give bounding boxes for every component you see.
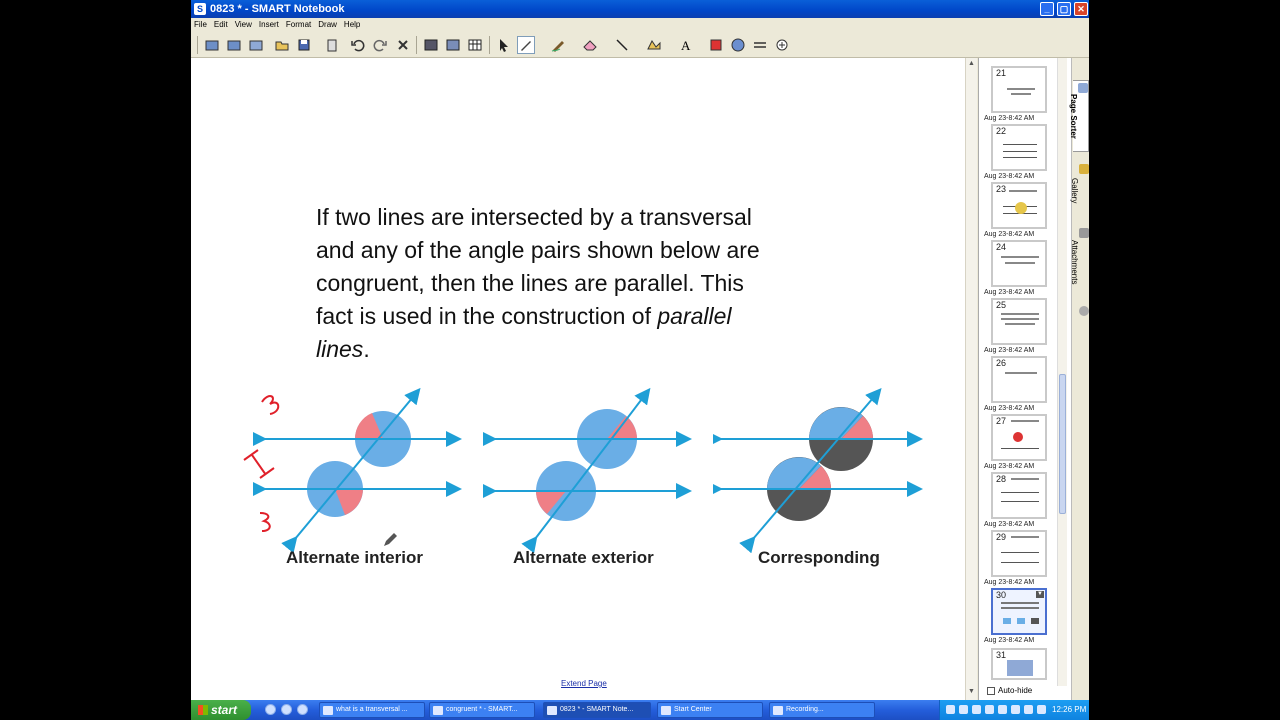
taskbar-item[interactable] <box>429 702 535 718</box>
page-thumbnail[interactable] <box>991 648 1047 680</box>
shape-icon[interactable] <box>645 36 663 54</box>
taskbar-item-active[interactable] <box>543 702 651 718</box>
toolbar-separator <box>416 36 417 54</box>
statement-emphasis: parallel <box>657 303 732 329</box>
tab-page-sorter[interactable] <box>1069 80 1089 152</box>
corresponding-diagram[interactable] <box>713 383 963 553</box>
line-icon[interactable] <box>613 36 631 54</box>
statement-line: and any of the angle pairs shown below are <box>316 237 760 263</box>
taskbar-item-label: what is a transversal ... <box>336 706 408 713</box>
thumbnail-shape-mark <box>1015 202 1027 214</box>
thumbnail-text-mark <box>1001 313 1039 315</box>
thumbnail-line-mark <box>1001 492 1039 493</box>
scroll-down-icon[interactable]: ▼ <box>968 688 975 695</box>
prev-page-icon[interactable] <box>203 36 221 54</box>
undo-icon[interactable] <box>349 36 367 54</box>
page-thumbnail[interactable] <box>991 298 1047 345</box>
thumbnail-line-mark <box>1001 448 1039 449</box>
page-thumbnail-caption: Aug 23-8:42 AM <box>984 115 1035 122</box>
diagram-label-alternate-interior: Alternate interior <box>286 548 423 567</box>
page-thumbnail-number: 21 <box>996 68 1007 78</box>
paste-icon[interactable] <box>323 36 341 54</box>
thumbnail-shape-mark <box>1007 660 1033 676</box>
page-workspace[interactable] <box>191 58 965 700</box>
page-thumbnail-caption: Aug 23-8:42 AM <box>984 289 1035 296</box>
save-icon[interactable] <box>295 36 313 54</box>
page-thumbnail-number: 27 <box>996 416 1007 426</box>
page-thumbnail-number: 28 <box>996 474 1007 484</box>
svg-text:A: A <box>681 38 691 53</box>
thumbnail-line-mark <box>1003 144 1037 145</box>
tray-icon[interactable] <box>959 705 968 714</box>
thumbnail-line-mark <box>1001 562 1039 563</box>
system-tray <box>939 700 1089 720</box>
page-thumbnail-active[interactable] <box>991 588 1047 635</box>
pen-cursor-icon <box>381 531 399 549</box>
creative-pen-icon[interactable] <box>549 36 567 54</box>
title-bar <box>191 0 1089 18</box>
full-screen-icon[interactable] <box>444 36 462 54</box>
properties-tab-icon <box>1079 306 1089 316</box>
page-thumbnail-caption: Aug 23-8:42 AM <box>984 463 1035 470</box>
thumbnail-text-mark <box>1001 602 1039 604</box>
gallery-icon <box>1079 164 1089 174</box>
menu-format[interactable]: Format <box>285 20 312 29</box>
screen-shade-icon[interactable] <box>422 36 440 54</box>
quicklaunch-browser-icon[interactable] <box>281 704 292 715</box>
page-thumbnail-number: 26 <box>996 358 1007 368</box>
taskbar <box>191 700 1089 720</box>
select-icon[interactable] <box>495 36 513 54</box>
menu-view[interactable]: View <box>234 20 252 29</box>
close-button[interactable]: ✕ <box>1074 2 1088 16</box>
page-thumbnail[interactable] <box>991 182 1047 229</box>
more-icon[interactable] <box>773 36 791 54</box>
thumbnail-text-mark <box>1011 93 1031 95</box>
side-tabs <box>1071 58 1089 700</box>
tray-icon[interactable] <box>946 705 955 714</box>
thumbnail-line-mark <box>1003 157 1037 158</box>
page-sorter-icon <box>1078 83 1088 93</box>
page-thumbnail-caption: Aug 23-8:42 AM <box>984 231 1035 238</box>
diagram-label-alternate-exterior: Alternate exterior <box>513 548 654 567</box>
page-thumbnail-number: 30 <box>996 590 1007 600</box>
smart-app-icon: S <box>194 3 206 15</box>
taskbar-item-label: Recording... <box>786 706 824 713</box>
toolbar <box>191 32 1089 58</box>
open-icon[interactable] <box>273 36 291 54</box>
thumbnail-text-mark <box>1001 256 1039 258</box>
page-thumbnail-caption: Aug 23-8:42 AM <box>984 405 1035 412</box>
page-thumbnail[interactable] <box>991 414 1047 461</box>
tray-icon[interactable] <box>985 705 994 714</box>
maximize-button[interactable]: ▢ <box>1057 2 1071 16</box>
table-icon[interactable] <box>466 36 484 54</box>
thumbnail-line-mark <box>1003 151 1037 152</box>
page-thumbnail-caption: Aug 23-8:42 AM <box>984 173 1035 180</box>
start-label: start <box>211 703 238 717</box>
paperclip-icon <box>1079 228 1089 238</box>
taskbar-item[interactable] <box>657 702 763 718</box>
pen-icon[interactable] <box>517 36 535 54</box>
window-title: 0823 * - SMART Notebook <box>210 3 345 15</box>
volume-icon[interactable] <box>1037 705 1046 714</box>
statement-emphasis: lines <box>316 336 364 362</box>
tray-icon[interactable] <box>972 705 981 714</box>
thumbnail-text-mark <box>1009 190 1037 192</box>
thumbnail-shape-mark <box>1017 618 1025 624</box>
fill-icon[interactable] <box>707 36 725 54</box>
quicklaunch-ie-icon[interactable] <box>265 704 276 715</box>
menu-draw[interactable]: Draw <box>318 20 337 29</box>
add-page-icon[interactable] <box>247 36 265 54</box>
taskbar-item-label: Start Center <box>674 706 712 713</box>
tray-icon[interactable] <box>1011 705 1020 714</box>
tab-gallery[interactable] <box>1070 162 1089 220</box>
alternate-interior-diagram[interactable] <box>253 383 503 553</box>
windows-logo-icon <box>198 705 208 715</box>
statement-line: If two lines are intersected by a transversal <box>316 204 752 230</box>
menu-edit[interactable]: Edit <box>213 20 228 29</box>
page-thumbnail-number: 29 <box>996 532 1007 542</box>
thumbnail-text-mark <box>1001 607 1039 609</box>
thumbnail-text-mark <box>1011 478 1039 480</box>
page-thumbnail-number: 25 <box>996 300 1007 310</box>
tab-label: Gallery <box>1070 178 1079 204</box>
thumbnail-text-mark <box>1007 88 1035 90</box>
toolbar-separator <box>197 36 198 54</box>
toolbar-separator <box>489 36 490 54</box>
sorter-scrollbar[interactable] <box>1057 58 1067 686</box>
taskbar-item-icon <box>773 706 783 715</box>
tab-properties[interactable] <box>1073 304 1089 320</box>
smart-notebook-window <box>191 0 1089 720</box>
thumbnail-line-mark <box>1001 501 1039 502</box>
menu-bar <box>191 18 1089 32</box>
page-thumbnail-caption: Aug 23-8:42 AM <box>984 521 1035 528</box>
redo-icon[interactable] <box>371 36 389 54</box>
workspace-scrollbar[interactable] <box>965 58 977 700</box>
thumbnail-shape-mark <box>1013 432 1023 442</box>
statement-line: congruent, then the lines are parallel. This <box>316 270 744 296</box>
taskbar-item-label: 0823 * - SMART Note... <box>560 706 634 713</box>
auto-hide-label: Auto-hide <box>998 686 1033 695</box>
tray-icon[interactable] <box>1024 705 1033 714</box>
page-thumbnail[interactable] <box>991 472 1047 519</box>
next-page-icon[interactable] <box>225 36 243 54</box>
statement-line <box>316 300 876 333</box>
page-thumbnail-caption: Aug 23-8:42 AM <box>984 347 1035 354</box>
start-button[interactable] <box>191 700 251 720</box>
alternate-exterior-diagram[interactable] <box>483 383 733 553</box>
move-toolbar-icon[interactable] <box>751 36 769 54</box>
statement-line <box>316 333 876 366</box>
page-thumbnail[interactable] <box>991 356 1047 403</box>
thumbnail-text-mark <box>1005 323 1035 325</box>
taskbar-item-icon <box>323 706 333 715</box>
eraser-icon[interactable] <box>581 36 599 54</box>
thumbnail-text-mark <box>1005 262 1035 264</box>
page-thumbnail-caption: Aug 23-8:42 AM <box>984 637 1035 644</box>
delete-icon[interactable] <box>394 36 412 54</box>
clock: 12:26 PM <box>1052 705 1087 714</box>
diagram-label-corresponding: Corresponding <box>758 548 880 567</box>
page-thumbnail[interactable] <box>991 66 1047 113</box>
sorter-scroll-thumb[interactable] <box>1059 374 1066 514</box>
taskbar-item[interactable] <box>769 702 875 718</box>
thumbnail-shape-mark <box>1003 618 1011 624</box>
tab-attachments[interactable] <box>1070 226 1089 298</box>
auto-hide-checkbox[interactable] <box>987 686 1032 695</box>
checkbox-box[interactable] <box>987 687 995 695</box>
thumbnail-text-mark <box>1005 372 1037 374</box>
thumbnail-line-mark <box>1001 552 1039 553</box>
taskbar-item-icon <box>547 706 557 715</box>
quicklaunch-media-icon[interactable] <box>297 704 308 715</box>
extend-page-link[interactable]: Extend Page <box>561 679 607 688</box>
thumbnail-text-mark <box>1001 318 1039 320</box>
page-thumbnail-number: 23 <box>996 184 1007 194</box>
minimize-button[interactable]: _ <box>1040 2 1054 16</box>
thumbnail-shape-mark <box>1031 618 1039 624</box>
thumbnail-text-mark <box>1011 536 1039 538</box>
statement-line-text: . <box>363 336 370 362</box>
page-thumbnail-caption: Aug 23-8:42 AM <box>984 579 1035 586</box>
page-thumbnail[interactable] <box>991 530 1047 577</box>
page-thumbnail-number: 22 <box>996 126 1007 136</box>
thumbnail-text-mark <box>1011 420 1039 422</box>
tray-icon[interactable] <box>998 705 1007 714</box>
properties-icon[interactable] <box>729 36 747 54</box>
menu-help[interactable]: Help <box>343 20 361 29</box>
scroll-up-icon[interactable]: ▲ <box>968 60 975 67</box>
page-thumbnail-number: 24 <box>996 242 1007 252</box>
page-thumbnail[interactable] <box>991 124 1047 171</box>
taskbar-item-icon <box>661 706 671 715</box>
menu-insert[interactable]: Insert <box>258 20 279 29</box>
parallel-lines-statement <box>316 201 876 366</box>
page-thumbnail-number: 31 <box>996 650 1007 660</box>
taskbar-item-label: congruent * - SMART... <box>446 706 518 713</box>
statement-line-text: fact is used in the construction of <box>316 303 658 329</box>
menu-file[interactable]: File <box>194 20 207 29</box>
page-thumbnail[interactable] <box>991 240 1047 287</box>
taskbar-item[interactable] <box>319 702 425 718</box>
tab-label: Page Sorter <box>1069 93 1078 139</box>
tab-label: Attachments <box>1070 239 1079 285</box>
taskbar-item-icon <box>433 706 443 715</box>
text-icon[interactable] <box>677 36 695 54</box>
thumbnail-menu-icon[interactable]: ▼ <box>1037 591 1043 597</box>
